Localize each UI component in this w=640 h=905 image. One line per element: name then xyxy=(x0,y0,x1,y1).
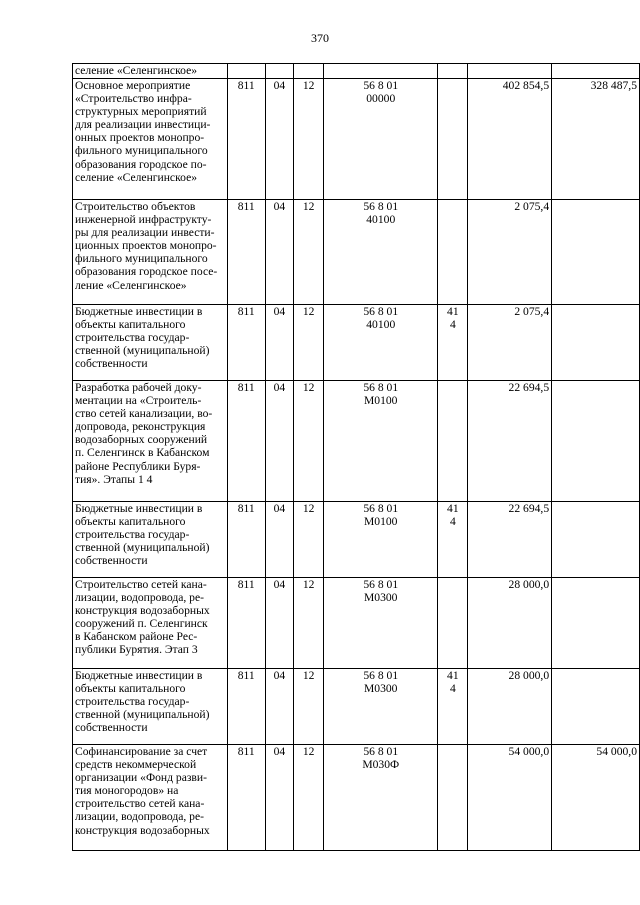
row-expense-type: 41 4 xyxy=(438,669,468,745)
row-admin-code xyxy=(227,64,265,79)
row-admin-code: 811 xyxy=(227,79,265,200)
row-sum-year1: 2 075,4 xyxy=(468,200,552,305)
row-expense-type xyxy=(438,745,468,851)
row-subsection: 12 xyxy=(294,79,324,200)
row-sum-year2 xyxy=(552,64,640,79)
table-row xyxy=(73,200,640,305)
row-subsection: 12 xyxy=(294,200,324,305)
row-section: 04 xyxy=(265,669,294,745)
page-number: 370 xyxy=(311,31,329,45)
row-sum-year1: 22 694,5 xyxy=(468,502,552,578)
row-expense-type: 41 4 xyxy=(438,502,468,578)
row-subsection: 12 xyxy=(294,669,324,745)
row-section: 04 xyxy=(265,305,294,381)
row-section: 04 xyxy=(265,745,294,851)
row-name: Строительство объектов инженерной инфраструкту- ры для реализации инвести- ционных проектов монопро- фильного муниципального образования городское посе- ление «Селенгинское» xyxy=(73,200,228,305)
row-section xyxy=(265,64,294,79)
row-section: 04 xyxy=(265,502,294,578)
table-row xyxy=(73,502,640,578)
row-admin-code: 811 xyxy=(227,578,265,669)
row-expense-type xyxy=(438,578,468,669)
row-target-article xyxy=(324,64,438,79)
row-section: 04 xyxy=(265,79,294,200)
row-expense-type xyxy=(438,64,468,79)
row-sum-year2 xyxy=(552,200,640,305)
row-sum-year2 xyxy=(552,502,640,578)
row-sum-year2 xyxy=(552,669,640,745)
row-target-article: 56 8 01 00000 xyxy=(324,79,438,200)
row-expense-type xyxy=(438,381,468,502)
table-row xyxy=(73,305,640,381)
table-row xyxy=(73,745,640,851)
row-subsection: 12 xyxy=(294,305,324,381)
row-subsection xyxy=(294,64,324,79)
row-name: Разработка рабочей доку- ментации на «Строитель- ство сетей канализации, во- допровода, реконструкция водозаборных сооружений п. Селенгинск в Кабанском районе Республики Буря- тия». Этапы 1 4 xyxy=(73,381,228,502)
row-sum-year1: 402 854,5 xyxy=(468,79,552,200)
row-target-article: 56 8 01 М030Ф xyxy=(324,745,438,851)
row-target-article: 56 8 01 М0300 xyxy=(324,669,438,745)
row-section: 04 xyxy=(265,578,294,669)
row-sum-year1 xyxy=(468,64,552,79)
row-subsection: 12 xyxy=(294,381,324,502)
budget-table xyxy=(72,63,640,851)
row-name: селение «Селенгинское» xyxy=(73,64,228,79)
row-target-article: 56 8 01 40100 xyxy=(324,200,438,305)
row-section: 04 xyxy=(265,200,294,305)
row-name: Строительство сетей кана- лизации, водопровода, ре- конструкция водозаборных сооружений п. Селенгинск в Кабанском районе Рес- публики Бурятия. Этап 3 xyxy=(73,578,228,669)
row-admin-code: 811 xyxy=(227,305,265,381)
row-target-article: 56 8 01 М0300 xyxy=(324,578,438,669)
row-sum-year1: 54 000,0 xyxy=(468,745,552,851)
row-sum-year1: 22 694,5 xyxy=(468,381,552,502)
row-admin-code: 811 xyxy=(227,381,265,502)
row-name: Бюджетные инвестиции в объекты капитального строительства государ- ственной (муниципальной) собственности xyxy=(73,502,228,578)
row-expense-type xyxy=(438,200,468,305)
row-admin-code: 811 xyxy=(227,502,265,578)
row-name: Основное мероприятие «Строительство инфра- структурных мероприятий для реализации инвестици- онных проектов монопро- фильного муниципального образования городское по- селение «Селенгинское» xyxy=(73,79,228,200)
row-subsection: 12 xyxy=(294,502,324,578)
table-row xyxy=(73,79,640,200)
row-sum-year2 xyxy=(552,305,640,381)
table-row xyxy=(73,669,640,745)
row-sum-year1: 2 075,4 xyxy=(468,305,552,381)
table-row xyxy=(73,578,640,669)
row-sum-year2: 54 000,0 xyxy=(552,745,640,851)
row-target-article: 56 8 01 М0100 xyxy=(324,502,438,578)
row-name: Бюджетные инвестиции в объекты капитального строительства государ- ственной (муниципальной) собственности xyxy=(73,669,228,745)
table-row xyxy=(73,381,640,502)
row-name: Бюджетные инвестиции в объекты капитального строительства государ- ственной (муниципальной) собственности xyxy=(73,305,228,381)
row-sum-year1: 28 000,0 xyxy=(468,669,552,745)
row-sum-year1: 28 000,0 xyxy=(468,578,552,669)
row-subsection: 12 xyxy=(294,578,324,669)
budget-table-body xyxy=(73,64,640,851)
table-row xyxy=(73,64,640,79)
row-target-article: 56 8 01 М0100 xyxy=(324,381,438,502)
row-admin-code: 811 xyxy=(227,669,265,745)
row-subsection: 12 xyxy=(294,745,324,851)
row-section: 04 xyxy=(265,381,294,502)
row-sum-year2 xyxy=(552,578,640,669)
row-name: Софинансирование за счет средств некоммерческой организации «Фонд разви- тия моногородов» на строительство сетей кана- лизации, водопровода, ре- конструкция водозаборных xyxy=(73,745,228,851)
row-expense-type xyxy=(438,79,468,200)
row-expense-type: 41 4 xyxy=(438,305,468,381)
row-target-article: 56 8 01 40100 xyxy=(324,305,438,381)
row-sum-year2 xyxy=(552,381,640,502)
row-admin-code: 811 xyxy=(227,745,265,851)
row-sum-year2: 328 487,5 xyxy=(552,79,640,200)
row-admin-code: 811 xyxy=(227,200,265,305)
